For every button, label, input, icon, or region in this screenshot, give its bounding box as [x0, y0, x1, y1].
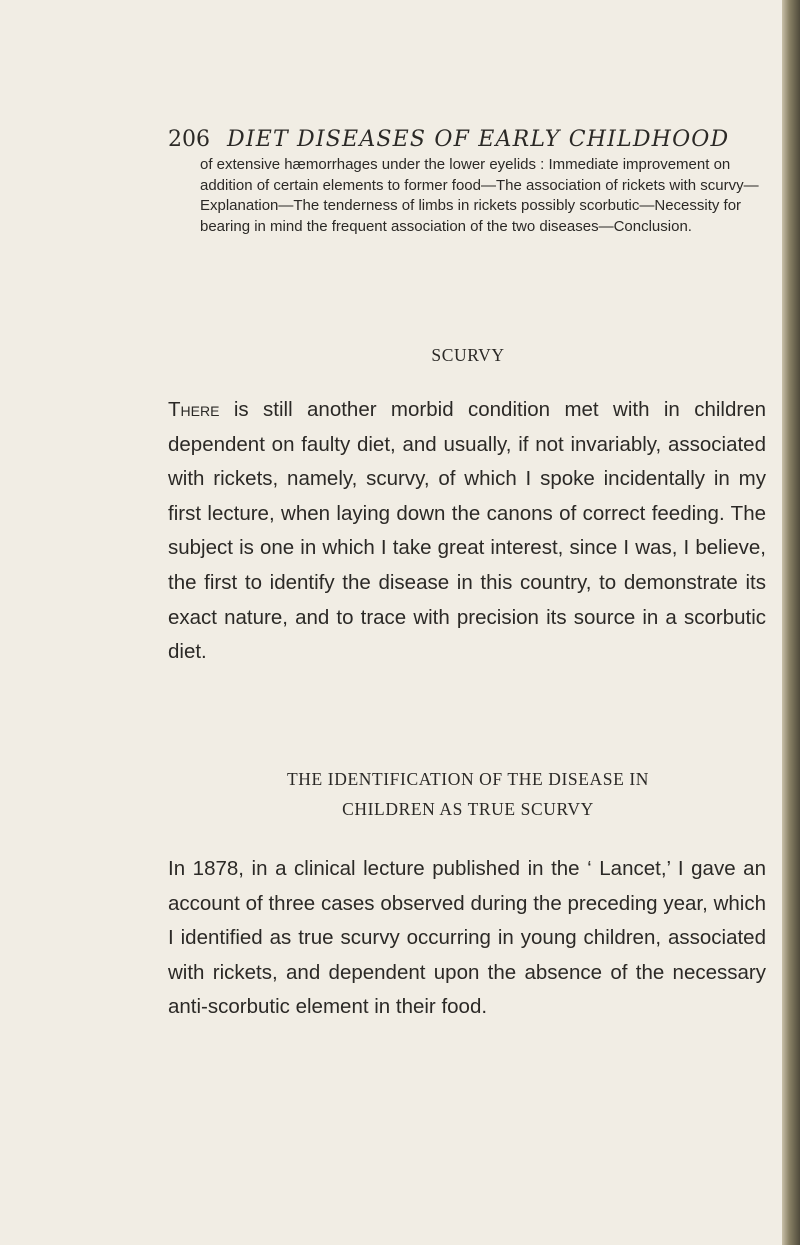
scurvy-paragraph: [168, 393, 766, 670]
scurvy-paragraph-text: is still another morbid condition met with in children dependent on faulty diet, and usually, if not invariably, associated with rickets, namely, scurvy, of which I spoke incidentally in my first lecture, when laying down the canons of correct feeding. The subject is one in which I take great interest, since I was, I believe, the first to identify the disease in this country, to demonstrate its exact nature, and to trace with precision its source in a scorbutic diet.: [168, 398, 766, 664]
running-head: [168, 126, 768, 154]
identification-paragraph-block: [168, 852, 766, 1025]
page-edge-binding: [782, 0, 800, 1245]
identification-paragraph: In 1878, in a clinical lecture published in the ‘ Lancet,’ I gave an account of three cases observed during the preceding year, which I identified as true scurvy occurring in young children, associated with rickets, and dependent upon the absence of the necessary anti-scorbutic element in their food.: [168, 857, 766, 1019]
heading-identification-line2: CHILDREN AS TRUE SCURVY: [342, 799, 594, 819]
page-number: 206: [168, 127, 210, 152]
scurvy-paragraph-block: [168, 393, 766, 670]
summary-text: of extensive hæmorrhages under the lower eyelids : Immediate improvement on addition of certain elements to former food—The association of rickets with scurvy—Explanation—The tenderness of limbs in rickets possibly scorbutic—Necessity for bearing in mind the frequent association of the two diseases—Conclusion.: [200, 156, 759, 235]
heading-scurvy: SCURVY: [431, 345, 505, 365]
lead-word: There: [168, 398, 220, 421]
chapter-summary: [200, 155, 766, 237]
running-title: DIET DISEASES OF EARLY CHILDHOOD: [227, 127, 730, 152]
heading-identification-line1: THE IDENTIFICATION OF THE DISEASE IN: [286, 769, 649, 789]
